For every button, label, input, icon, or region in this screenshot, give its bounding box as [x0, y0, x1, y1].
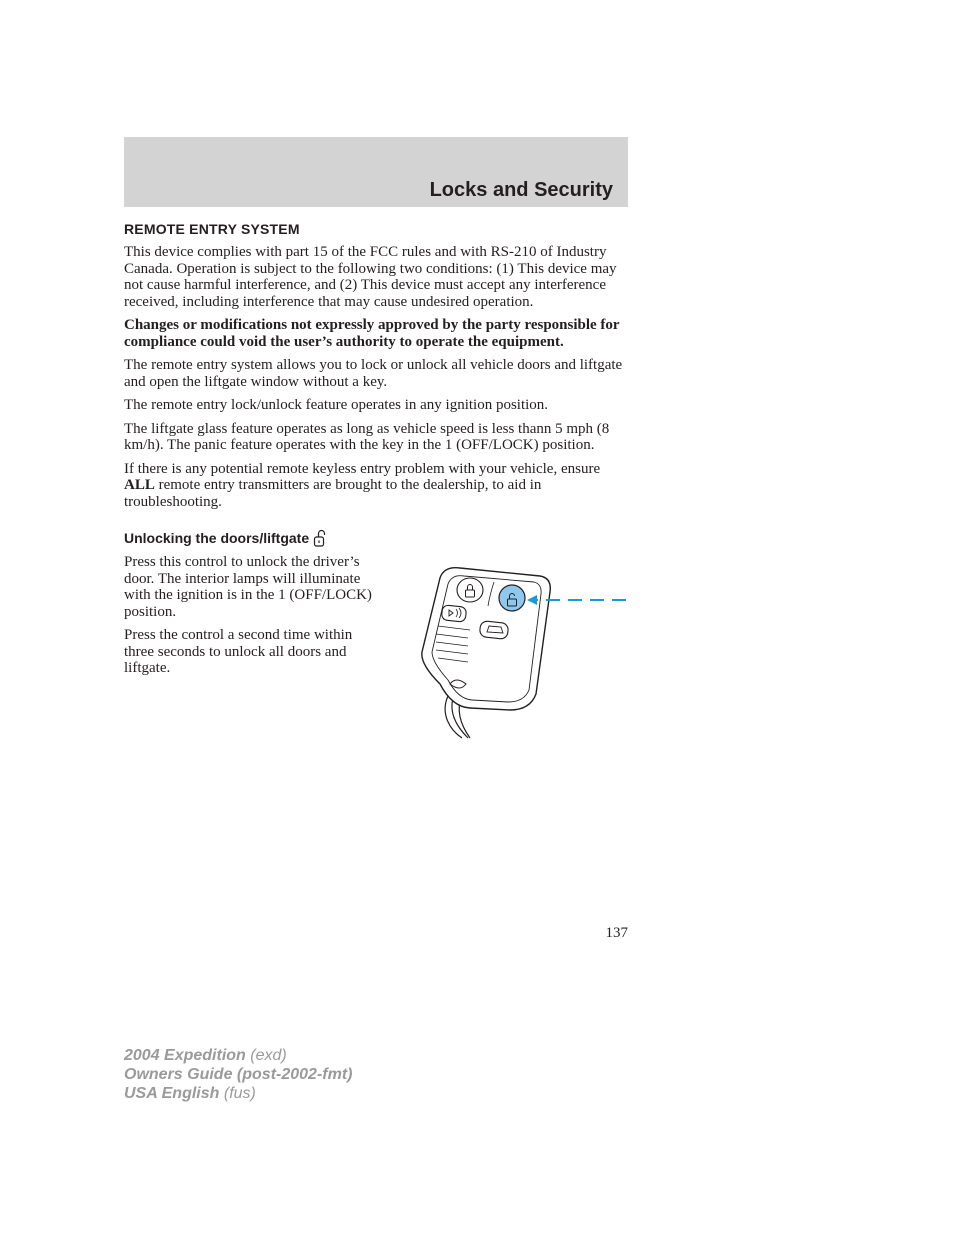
footer-line-2: Owners Guide (post-2002-fmt) — [124, 1066, 353, 1083]
paragraph-troubleshooting: If there is any potential remote keyless entry problem with your vehicle, ensure ALL remote entry transmitters are brought to the dealership, to aid in troubleshooting. — [124, 460, 601, 510]
footer-line-3: USA English (fus) — [124, 1085, 256, 1102]
subsection-heading: Unlocking the doors/liftgate — [124, 528, 628, 548]
chapter-title: Locks and Security — [429, 179, 613, 201]
key-fob-svg — [410, 554, 630, 744]
footer — [124, 1046, 352, 1103]
paragraph-ignition: The remote entry lock/unlock feature operates in any ignition position. — [124, 397, 549, 413]
page-number: 137 — [605, 925, 628, 941]
paragraph-fcc: This device complies with part 15 of the FCC rules and with RS-210 of Industry Canada. Operation is subject to the following two conditions: (1) This device may not cause harmful interference, and (2) This device must accept any interference received, including interference that may cause undesired operation. — [124, 244, 617, 310]
key-fob-illustration — [410, 554, 630, 744]
paragraph-warning: Changes or modifications not expressly approved by the party responsible for compliance could void the user’s authority to operate the equipment. — [124, 317, 620, 350]
unlock-icon — [313, 528, 327, 548]
footer-line-1: 2004 Expedition (exd) — [124, 1047, 287, 1064]
paragraph-unlock-driver: Press this control to unlock the driver’s door. The interior lamps will illuminate with the ignition is in the 1 (OFF/LOCK) position. — [124, 554, 372, 620]
paragraph-unlock-all: Press the control a second time within three seconds to unlock all doors and liftgate. — [124, 627, 353, 676]
paragraph-system-description: The remote entry system allows you to lock or unlock all vehicle doors and liftgate and open the liftgate window without a key. — [124, 357, 623, 390]
header-band — [124, 137, 628, 207]
unlock-text — [124, 554, 384, 677]
unlock-section — [124, 554, 628, 754]
paragraph-liftgate-glass: The liftgate glass feature operates as long as vehicle speed is less thann 5 mph (8 km/h). The panic feature operates with the key in the 1 (OFF/LOCK) position. — [124, 420, 610, 453]
section-heading: REMOTE ENTRY SYSTEM — [124, 221, 300, 237]
page-content — [124, 221, 628, 754]
